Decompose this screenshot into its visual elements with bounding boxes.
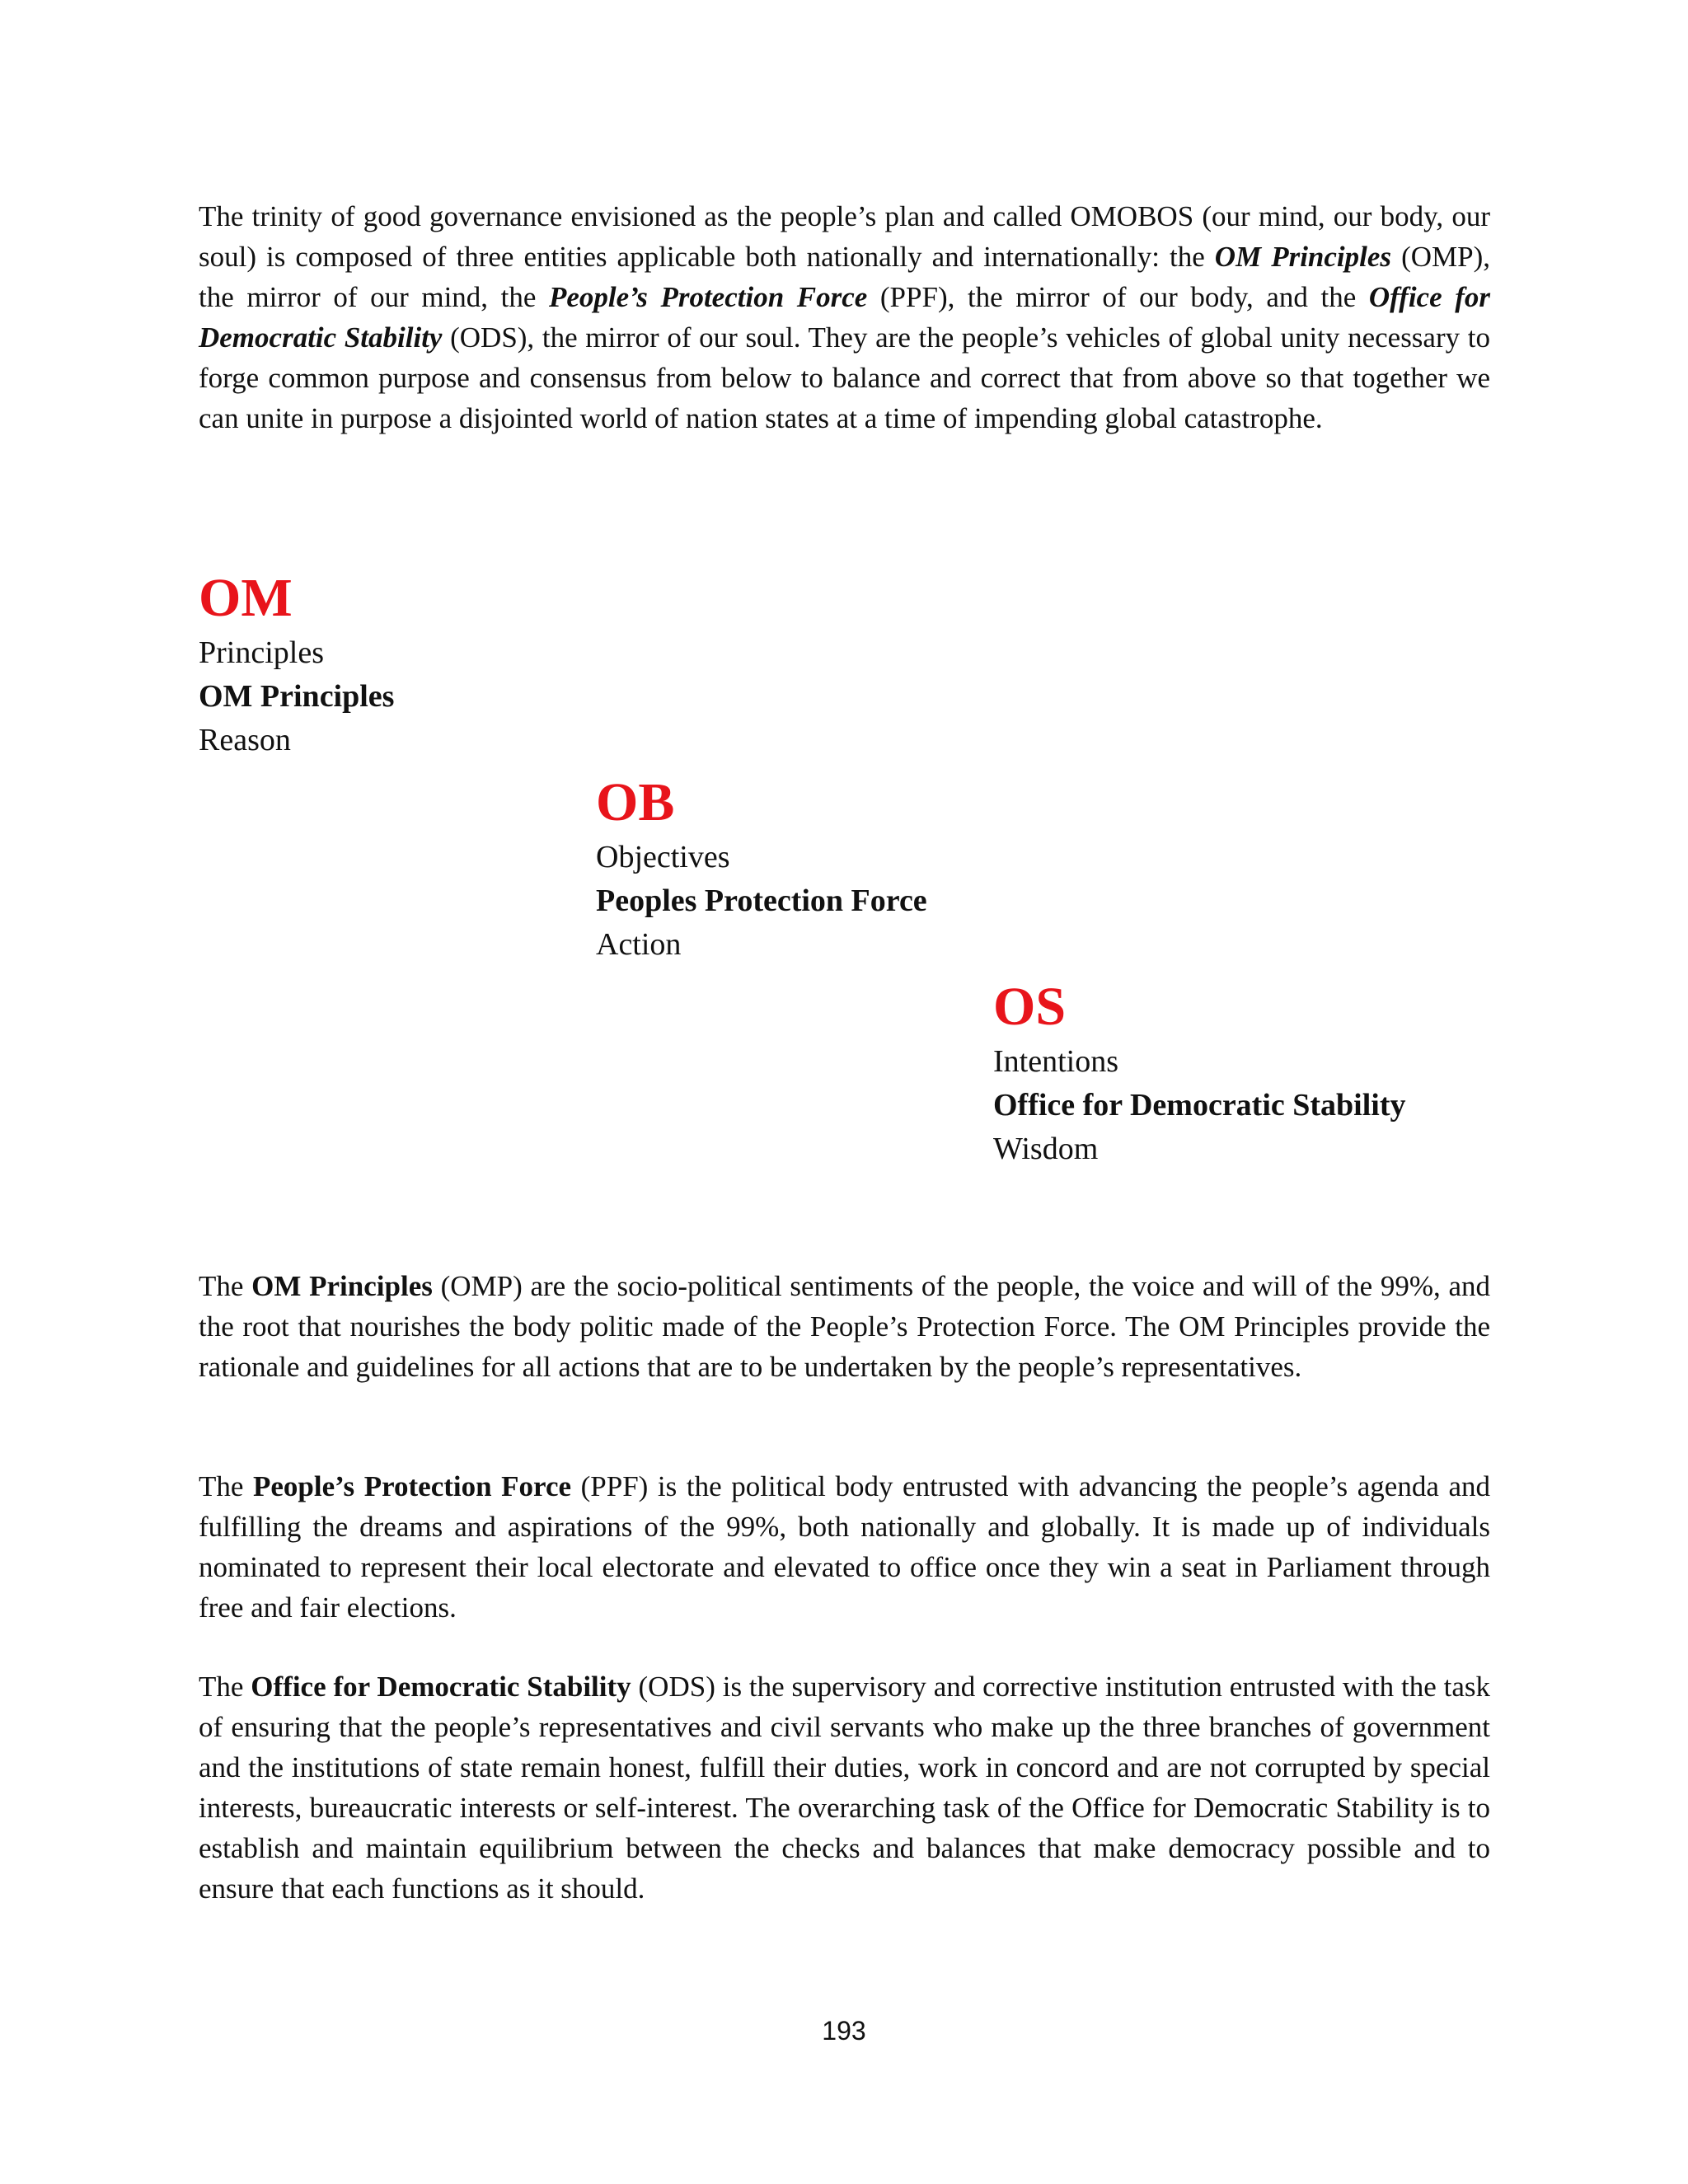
intro-text-2: (OMP), the mirror of our mind, the [199,241,1490,313]
ppf-paragraph [199,1466,1490,1628]
ods-name: Office for Democratic Stability [251,1671,631,1703]
omp-text-1: The [199,1270,252,1302]
omp-paragraph [199,1266,1490,1387]
intro-text-4: (ODS), the mirror of our soul. They are the people’s vehicles of global unity necessary to forge common purpose and consensus from below to balance and correct that from above so that together we can unite in purpose a disjointed world of nation states at a time of impending global catastrophe. [199,321,1491,434]
intro-text-1: The trinity of good governance envisioned as the people’s plan and called OMOBOS (our mind, our body, our soul) is composed of three entities applicable both nationally and internationally: the [199,200,1490,273]
os-block [993,977,1406,1171]
intro-ppf-name: People’s Protection Force [549,281,868,313]
om-line-2: OM Principles [199,679,395,714]
om-line-3: Reason [199,723,291,757]
ppf-text-2: (PPF) is the political body entrusted with advancing the people’s agenda and fulfilling the dreams and aspirations of the 99%, both nationally and globally. It is made up of individuals nominated to represent their local electorate and elevated to office once they win a seat in Parliament through free and fair elections. [199,1470,1490,1624]
om-line-1: Principles [199,635,324,670]
intro-ods-name: Office for Democratic Stability [199,281,1490,354]
os-line-2: Office for Democratic Stability [993,1088,1406,1122]
om-heading: OM [199,568,293,628]
omp-text-2: (OMP) are the socio-political sentiments of the people, the voice and will of the 99%, and the root that nourishes the body politic made of the People’s Protection Force. The OM Principles provide the rationale and guidelines for all actions that are to be undertaken by the people’s representatives. [199,1270,1491,1383]
os-line-1: Intentions [993,1044,1118,1079]
ob-line-1: Objectives [596,840,730,874]
ods-text-2: (ODS) is the supervisory and corrective institution entrusted with the task of ensuring that the people’s representatives and civil servants who make up the three branches of government and the institutions of state remain honest, fulfill their duties, work in concord and are not corrupted by special interests, bureaucratic interests or self-interest. The overarching task of the Office for Democratic Stability is to establish and maintain equilibrium between the checks and balances that make democracy possible and to ensure that each functions as it should. [199,1671,1491,1905]
ods-text-1: The [199,1671,251,1703]
om-block [199,569,394,762]
ob-line-2: Peoples Protection Force [596,883,927,918]
intro-text-3: (PPF), the mirror of our body, and the [867,281,1369,313]
intro-paragraph [199,196,1490,438]
omp-name: OM Principles [251,1270,433,1302]
ppf-text-1: The [199,1470,254,1502]
intro-omp-name: OM Principles [1214,241,1392,273]
ods-paragraph [199,1666,1490,1909]
os-heading: OS [993,977,1067,1037]
ppf-name: People’s Protection Force [253,1470,572,1502]
os-line-3: Wisdom [993,1132,1099,1166]
ob-line-3: Action [596,927,682,962]
page-number: 193 [822,2016,866,2046]
ob-heading: OB [596,772,675,832]
ob-block [596,773,927,967]
